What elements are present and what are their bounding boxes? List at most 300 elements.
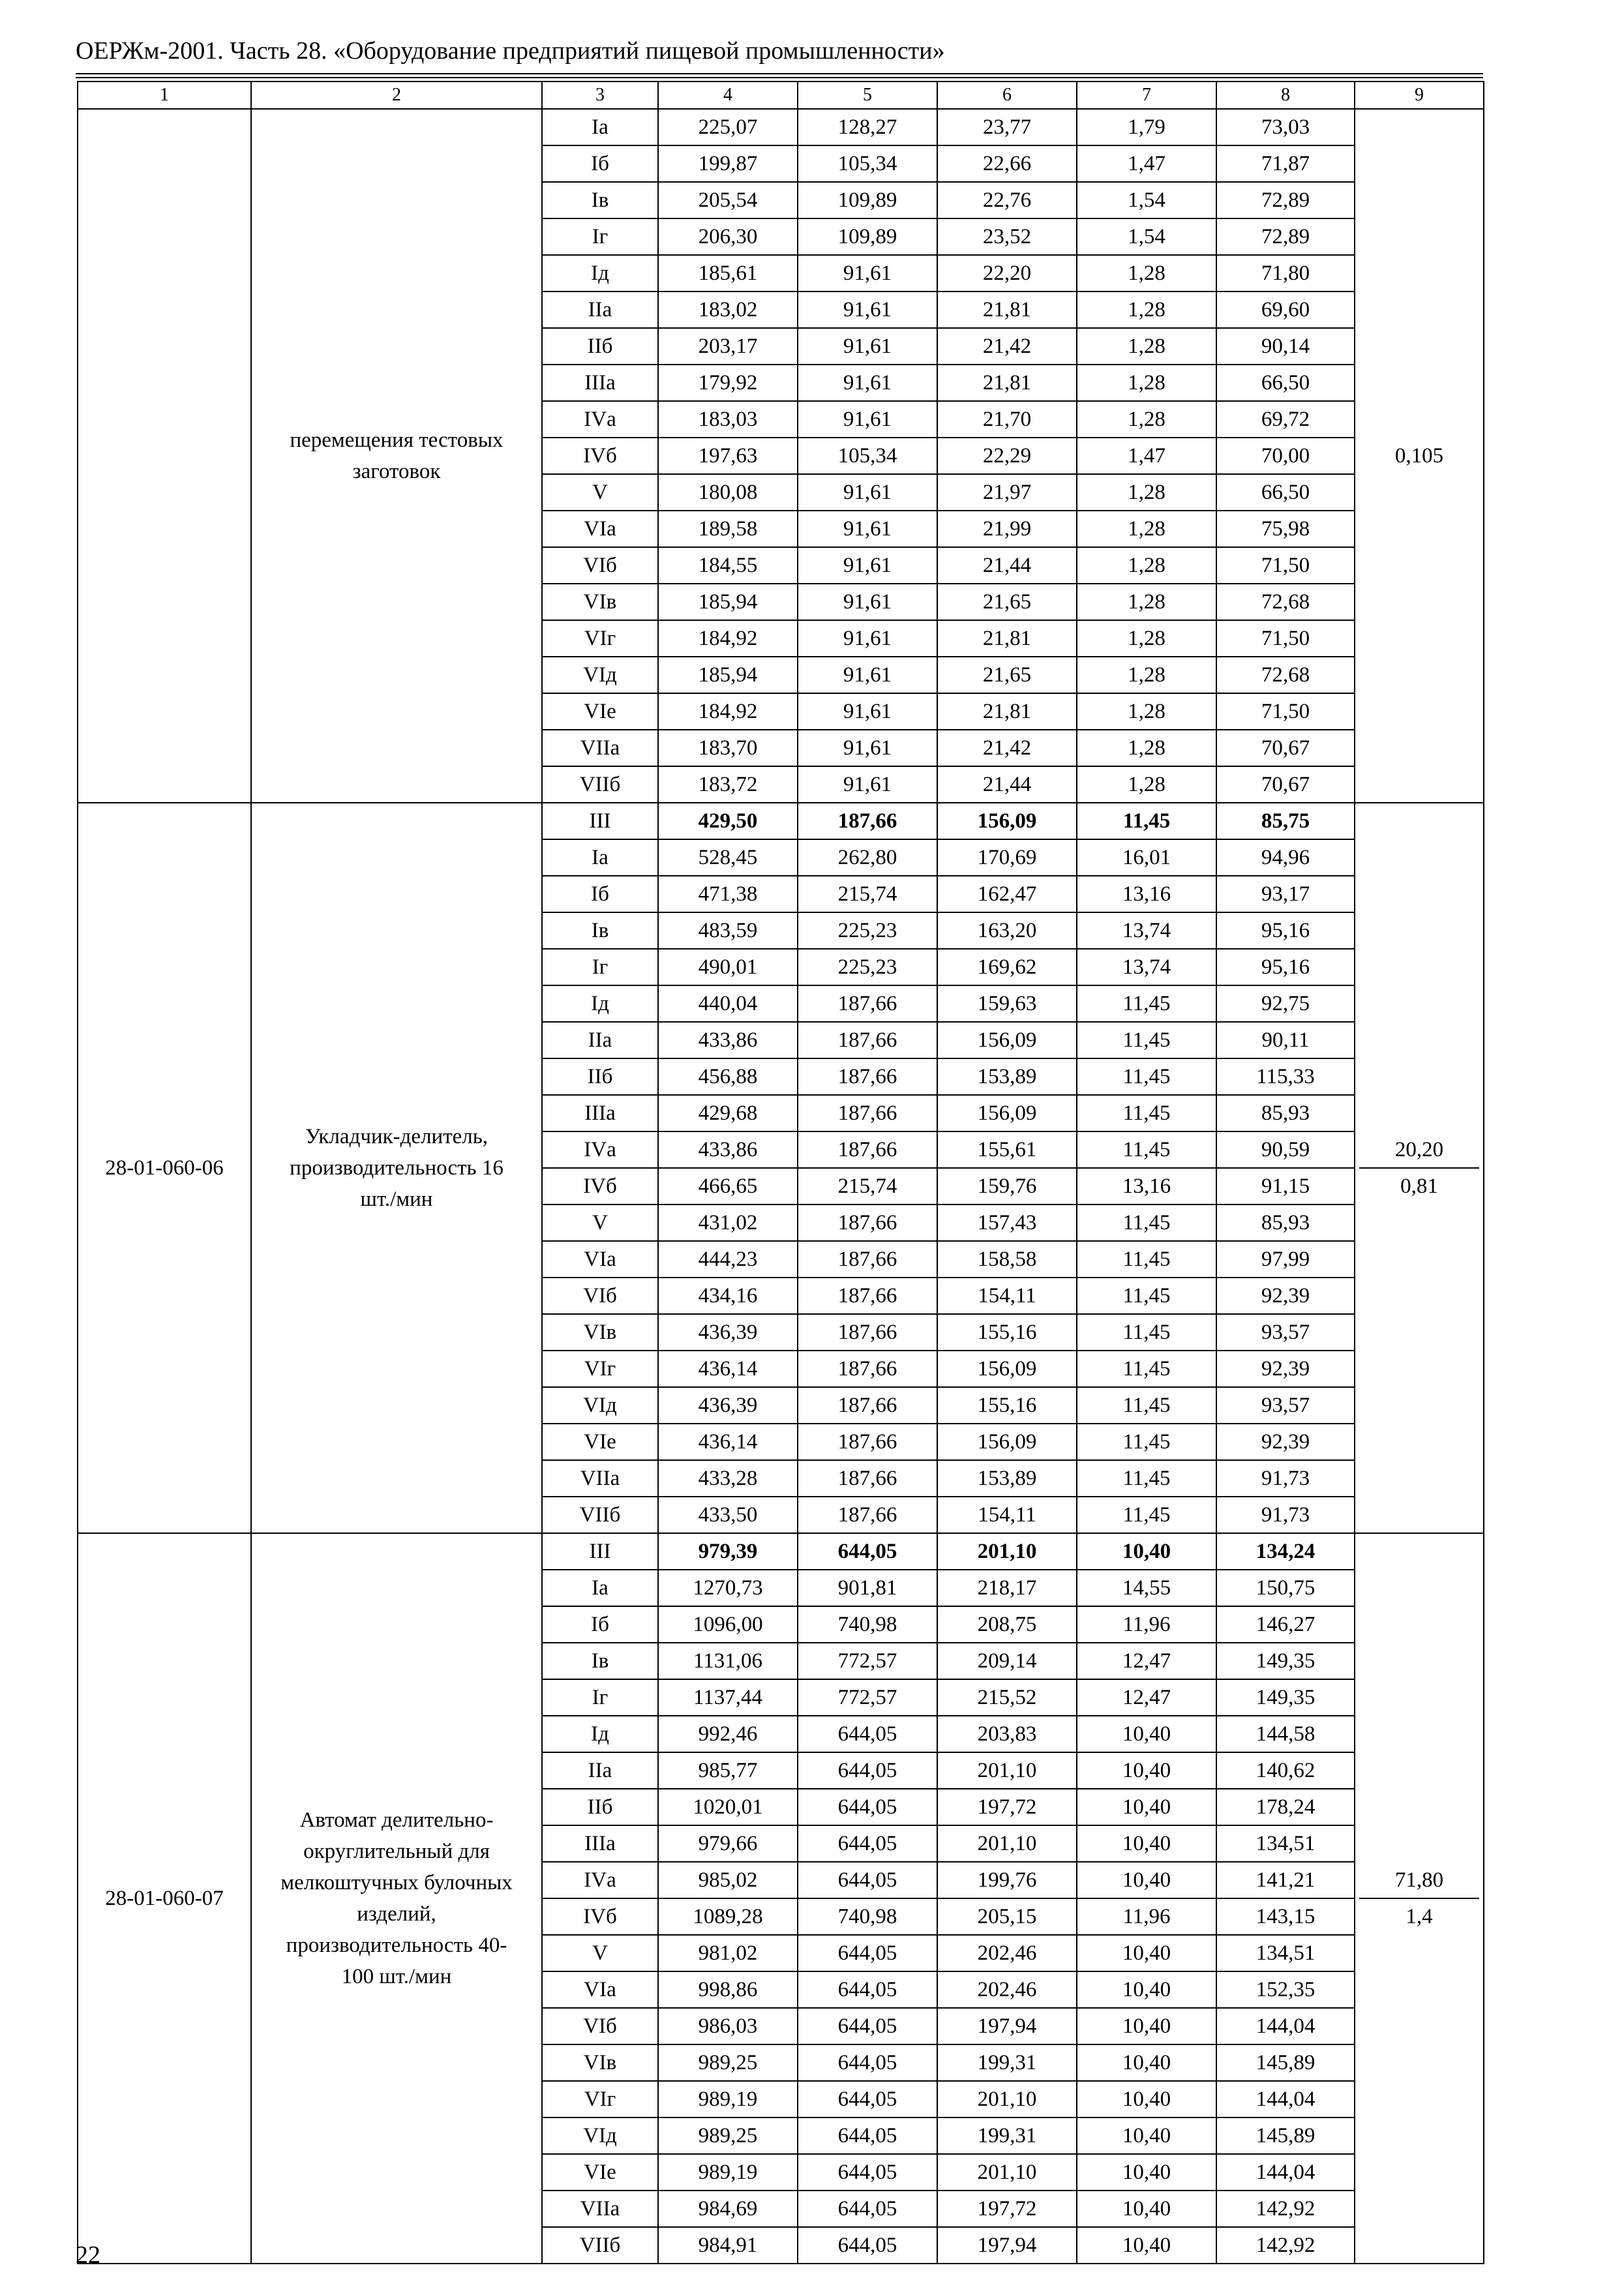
value-cell: 981,02 <box>658 1935 798 1971</box>
value-cell: 145,89 <box>1216 2117 1355 2154</box>
value-cell: 21,70 <box>937 401 1077 438</box>
value-cell: 1,28 <box>1077 620 1216 657</box>
zone-cell: VIб <box>542 547 658 584</box>
value-cell: 156,09 <box>937 803 1077 839</box>
zone-cell: VIIа <box>542 2191 658 2227</box>
value-cell: 21,65 <box>937 657 1077 693</box>
value-cell: 109,89 <box>798 218 937 255</box>
value-cell: 91,73 <box>1216 1497 1355 1533</box>
table-row <box>78 1533 1484 1570</box>
value-cell: 90,11 <box>1216 1022 1355 1058</box>
value-cell: 91,61 <box>798 657 937 693</box>
value-cell: 71,50 <box>1216 547 1355 584</box>
value-cell: 11,45 <box>1077 1460 1216 1497</box>
zone-cell: VIб <box>542 1278 658 1314</box>
zone-cell: VIIб <box>542 2227 658 2264</box>
value-cell: 21,44 <box>937 547 1077 584</box>
value-cell: 14,55 <box>1077 1570 1216 1606</box>
zone-cell: Iа <box>542 109 658 145</box>
zone-cell: VIв <box>542 584 658 620</box>
value-cell: 431,02 <box>658 1204 798 1241</box>
value-cell: 66,50 <box>1216 365 1355 401</box>
value-cell: 21,65 <box>937 584 1077 620</box>
value-cell: 199,31 <box>937 2117 1077 2154</box>
value-cell: 201,10 <box>937 1825 1077 1862</box>
value-cell: 197,94 <box>937 2227 1077 2264</box>
value-cell: 436,14 <box>658 1424 798 1460</box>
value-cell: 180,08 <box>658 474 798 511</box>
value-cell: 92,75 <box>1216 985 1355 1022</box>
value-cell: 10,40 <box>1077 2154 1216 2191</box>
value-cell: 21,42 <box>937 730 1077 766</box>
value-cell: 1,28 <box>1077 328 1216 365</box>
value-cell: 644,05 <box>798 2154 937 2191</box>
value-cell: 644,05 <box>798 2044 937 2081</box>
value-cell: 185,61 <box>658 255 798 292</box>
value-cell: 979,66 <box>658 1825 798 1862</box>
value-cell: 185,94 <box>658 657 798 693</box>
value-cell: 146,27 <box>1216 1606 1355 1643</box>
value-cell: 466,65 <box>658 1168 798 1204</box>
value-cell: 91,61 <box>798 365 937 401</box>
value-cell: 644,05 <box>798 1752 937 1789</box>
zone-cell: VIд <box>542 1387 658 1424</box>
value-cell: 1096,00 <box>658 1606 798 1643</box>
item-name: Укладчик-делитель, производительность 16 шт./мин <box>251 803 542 1533</box>
zone-cell: Iб <box>542 876 658 912</box>
value-cell: 72,68 <box>1216 584 1355 620</box>
value-cell: 183,03 <box>658 401 798 438</box>
value-cell: 21,81 <box>937 292 1077 328</box>
value-cell: 184,92 <box>658 620 798 657</box>
value-cell: 155,16 <box>937 1314 1077 1351</box>
value-cell: 644,05 <box>798 2117 937 2154</box>
value-cell: 199,76 <box>937 1862 1077 1898</box>
value-cell: 140,62 <box>1216 1752 1355 1789</box>
value-cell: 985,02 <box>658 1862 798 1898</box>
item-name: перемещения тестовых заготовок <box>251 109 542 803</box>
value-cell: 989,25 <box>658 2117 798 2154</box>
value-cell: 433,86 <box>658 1131 798 1168</box>
value-cell: 1,28 <box>1077 730 1216 766</box>
value-cell: 644,05 <box>798 2227 937 2264</box>
value-cell: 70,67 <box>1216 766 1355 803</box>
value-cell: 199,87 <box>658 145 798 182</box>
zone-cell: V <box>542 1935 658 1971</box>
value-cell: 156,09 <box>937 1424 1077 1460</box>
zone-cell: IIIа <box>542 1825 658 1862</box>
value-cell: 183,72 <box>658 766 798 803</box>
zone-cell: VIIа <box>542 730 658 766</box>
value-cell: 901,81 <box>798 1570 937 1606</box>
value-cell: 1,28 <box>1077 657 1216 693</box>
value-cell: 187,66 <box>798 1204 937 1241</box>
value-cell: 10,40 <box>1077 1533 1216 1570</box>
value-cell: 91,61 <box>798 547 937 584</box>
value-cell: 66,50 <box>1216 474 1355 511</box>
value-cell: 10,40 <box>1077 1935 1216 1971</box>
value-cell: 772,57 <box>798 1643 937 1679</box>
header-rule <box>76 73 1483 74</box>
value-cell: 93,17 <box>1216 876 1355 912</box>
value-cell: 1,28 <box>1077 584 1216 620</box>
value-cell: 93,57 <box>1216 1387 1355 1424</box>
value-cell: 215,74 <box>798 1168 937 1204</box>
zone-cell: Iв <box>542 1643 658 1679</box>
zone-cell: VIIб <box>542 766 658 803</box>
value-cell: 1,28 <box>1077 474 1216 511</box>
value-cell: 142,92 <box>1216 2227 1355 2264</box>
value-cell: 179,92 <box>658 365 798 401</box>
value-cell: 989,25 <box>658 2044 798 2081</box>
column-number: 7 <box>1077 82 1216 109</box>
zone-cell: Iб <box>542 145 658 182</box>
value-cell: 490,01 <box>658 949 798 985</box>
value-cell: 1,28 <box>1077 766 1216 803</box>
value-cell: 979,39 <box>658 1533 798 1570</box>
value-cell: 95,16 <box>1216 949 1355 985</box>
value-cell: 10,40 <box>1077 2081 1216 2117</box>
item-code: 28-01-060-06 <box>78 803 251 1533</box>
value-cell: 1,28 <box>1077 511 1216 547</box>
value-cell: 145,89 <box>1216 2044 1355 2081</box>
value-cell: 187,66 <box>798 1460 937 1497</box>
value-cell: 72,89 <box>1216 218 1355 255</box>
value-cell: 187,66 <box>798 1424 937 1460</box>
column-number: 8 <box>1216 82 1355 109</box>
column-9-cell <box>1355 1533 1484 2264</box>
value-cell: 144,04 <box>1216 2081 1355 2117</box>
value-cell: 71,50 <box>1216 693 1355 730</box>
value-cell: 984,91 <box>658 2227 798 2264</box>
value-cell: 156,09 <box>937 1022 1077 1058</box>
value-cell: 144,04 <box>1216 2154 1355 2191</box>
value-cell: 10,40 <box>1077 2117 1216 2154</box>
value-cell: 69,72 <box>1216 401 1355 438</box>
value-cell: 85,93 <box>1216 1095 1355 1131</box>
value-cell: 11,45 <box>1077 1058 1216 1095</box>
value-cell: 154,11 <box>937 1497 1077 1533</box>
value-cell: 1089,28 <box>658 1898 798 1935</box>
value-cell: 105,34 <box>798 438 937 474</box>
zone-cell: Iа <box>542 839 658 876</box>
zone-cell: IVб <box>542 1898 658 1935</box>
column-number: 1 <box>78 82 251 109</box>
value-cell: 202,46 <box>937 1935 1077 1971</box>
value-cell: 1,28 <box>1077 365 1216 401</box>
value-cell: 444,23 <box>658 1241 798 1278</box>
value-cell: 115,33 <box>1216 1058 1355 1095</box>
value-cell: 215,74 <box>798 876 937 912</box>
header-rule <box>76 77 1483 78</box>
value-cell: 12,47 <box>1077 1643 1216 1679</box>
zone-cell: Iд <box>542 985 658 1022</box>
value-cell: 11,45 <box>1077 1278 1216 1314</box>
value-cell: 1131,06 <box>658 1643 798 1679</box>
value-cell: 1270,73 <box>658 1570 798 1606</box>
column-number: 3 <box>542 82 658 109</box>
value-cell: 153,89 <box>937 1460 1077 1497</box>
value-cell: 21,99 <box>937 511 1077 547</box>
value-cell: 436,39 <box>658 1314 798 1351</box>
value-cell: 187,66 <box>798 1095 937 1131</box>
value-cell: 183,02 <box>658 292 798 328</box>
value-cell: 644,05 <box>798 2008 937 2044</box>
value-cell: 95,16 <box>1216 912 1355 949</box>
value-cell: 262,80 <box>798 839 937 876</box>
value-cell: 22,66 <box>937 145 1077 182</box>
zone-cell: VIг <box>542 620 658 657</box>
zone-cell: VIа <box>542 511 658 547</box>
value-cell: 94,96 <box>1216 839 1355 876</box>
value-cell: 199,31 <box>937 2044 1077 2081</box>
value-cell: 134,51 <box>1216 1825 1355 1862</box>
value-cell: 201,10 <box>937 2154 1077 2191</box>
column-number-row <box>78 82 1484 109</box>
value-cell: 187,66 <box>798 1058 937 1095</box>
value-cell: 75,98 <box>1216 511 1355 547</box>
value-cell: 471,38 <box>658 876 798 912</box>
value-cell: 772,57 <box>798 1679 937 1716</box>
value-cell: 70,00 <box>1216 438 1355 474</box>
value-cell: 187,66 <box>798 1241 937 1278</box>
zone-cell: V <box>542 474 658 511</box>
value-cell: 644,05 <box>798 2081 937 2117</box>
value-cell: 71,87 <box>1216 145 1355 182</box>
value-cell: 159,76 <box>937 1168 1077 1204</box>
value-cell: 197,72 <box>937 1789 1077 1825</box>
zone-cell: VIа <box>542 1241 658 1278</box>
value-cell: 202,46 <box>937 1971 1077 2008</box>
value-cell: 91,61 <box>798 474 937 511</box>
value-cell: 644,05 <box>798 1716 937 1752</box>
value-cell: 141,21 <box>1216 1862 1355 1898</box>
value-cell: 150,75 <box>1216 1570 1355 1606</box>
page-number: 22 <box>76 2241 100 2269</box>
zone-cell: VIе <box>542 693 658 730</box>
zone-cell: VIг <box>542 2081 658 2117</box>
value-cell: 90,59 <box>1216 1131 1355 1168</box>
value-cell: 218,17 <box>937 1570 1077 1606</box>
value-cell: 11,45 <box>1077 1204 1216 1241</box>
value-cell: 93,57 <box>1216 1314 1355 1351</box>
value-cell: 1,28 <box>1077 401 1216 438</box>
value-cell: 187,66 <box>798 1351 937 1387</box>
value-cell: 21,81 <box>937 365 1077 401</box>
value-cell: 1,47 <box>1077 438 1216 474</box>
value-cell: 154,11 <box>937 1278 1077 1314</box>
column-9-value: 20,20 <box>1359 1132 1479 1169</box>
value-cell: 11,45 <box>1077 985 1216 1022</box>
value-cell: 91,61 <box>798 620 937 657</box>
value-cell: 92,39 <box>1216 1351 1355 1387</box>
value-cell: 159,63 <box>937 985 1077 1022</box>
zone-cell: VIе <box>542 2154 658 2191</box>
value-cell: 12,47 <box>1077 1679 1216 1716</box>
value-cell: 91,73 <box>1216 1460 1355 1497</box>
value-cell: 436,39 <box>658 1387 798 1424</box>
zone-cell: IIа <box>542 292 658 328</box>
zone-cell: III <box>542 1533 658 1570</box>
value-cell: 1020,01 <box>658 1789 798 1825</box>
value-cell: 644,05 <box>798 1971 937 2008</box>
value-cell: 10,40 <box>1077 1716 1216 1752</box>
value-cell: 1,28 <box>1077 255 1216 292</box>
value-cell: 143,15 <box>1216 1898 1355 1935</box>
value-cell: 155,16 <box>937 1387 1077 1424</box>
value-cell: 11,45 <box>1077 803 1216 839</box>
column-number: 4 <box>658 82 798 109</box>
value-cell: 156,09 <box>937 1351 1077 1387</box>
value-cell: 16,01 <box>1077 839 1216 876</box>
value-cell: 225,23 <box>798 949 937 985</box>
value-cell: 433,86 <box>658 1022 798 1058</box>
zone-cell: IVб <box>542 438 658 474</box>
rates-table <box>77 81 1484 2264</box>
value-cell: 142,92 <box>1216 2191 1355 2227</box>
value-cell: 11,45 <box>1077 1314 1216 1351</box>
value-cell: 10,40 <box>1077 1789 1216 1825</box>
zone-cell: VIIб <box>542 1497 658 1533</box>
value-cell: 13,74 <box>1077 912 1216 949</box>
value-cell: 91,61 <box>798 328 937 365</box>
value-cell: 187,66 <box>798 1022 937 1058</box>
value-cell: 986,03 <box>658 2008 798 2044</box>
value-cell: 11,45 <box>1077 1131 1216 1168</box>
item-name: Автомат делительно- округлительный для мелкоштучных булочных изделий, производительность 40- 100 шт./мин <box>251 1533 542 2264</box>
zone-cell: IIб <box>542 328 658 365</box>
value-cell: 740,98 <box>798 1606 937 1643</box>
value-cell: 429,50 <box>658 803 798 839</box>
value-cell: 149,35 <box>1216 1643 1355 1679</box>
zone-cell: Iд <box>542 255 658 292</box>
zone-cell: VIг <box>542 1351 658 1387</box>
value-cell: 134,51 <box>1216 1935 1355 1971</box>
value-cell: 1,54 <box>1077 218 1216 255</box>
value-cell: 205,15 <box>937 1898 1077 1935</box>
value-cell: 144,58 <box>1216 1716 1355 1752</box>
column-9-value: 71,80 <box>1359 1863 1479 1899</box>
value-cell: 85,75 <box>1216 803 1355 839</box>
value-cell: 11,45 <box>1077 1424 1216 1460</box>
zone-cell: IVб <box>542 1168 658 1204</box>
value-cell: 197,63 <box>658 438 798 474</box>
value-cell: 201,10 <box>937 1752 1077 1789</box>
column-9-value: 1,4 <box>1406 1905 1433 1928</box>
value-cell: 644,05 <box>798 1935 937 1971</box>
value-cell: 10,40 <box>1077 1825 1216 1862</box>
value-cell: 1,47 <box>1077 145 1216 182</box>
value-cell: 1,54 <box>1077 182 1216 218</box>
value-cell: 21,97 <box>937 474 1077 511</box>
value-cell: 187,66 <box>798 1278 937 1314</box>
value-cell: 23,52 <box>937 218 1077 255</box>
column-9-value: 0,81 <box>1400 1174 1438 1198</box>
value-cell: 225,07 <box>658 109 798 145</box>
value-cell: 644,05 <box>798 2191 937 2227</box>
value-cell: 11,45 <box>1077 1351 1216 1387</box>
value-cell: 440,04 <box>658 985 798 1022</box>
value-cell: 215,52 <box>937 1679 1077 1716</box>
value-cell: 225,23 <box>798 912 937 949</box>
value-cell: 208,75 <box>937 1606 1077 1643</box>
value-cell: 11,45 <box>1077 1497 1216 1533</box>
zone-cell: Iб <box>542 1606 658 1643</box>
value-cell: 69,60 <box>1216 292 1355 328</box>
page-header-title: ОЕРЖм-2001. Часть 28. «Оборудование предприятий пищевой промышленности» <box>76 37 945 65</box>
value-cell: 187,66 <box>798 1387 937 1424</box>
value-cell: 144,04 <box>1216 2008 1355 2044</box>
value-cell: 72,89 <box>1216 182 1355 218</box>
value-cell: 149,35 <box>1216 1679 1355 1716</box>
value-cell: 483,59 <box>658 912 798 949</box>
zone-cell: Iг <box>542 1679 658 1716</box>
value-cell: 155,61 <box>937 1131 1077 1168</box>
value-cell: 134,24 <box>1216 1533 1355 1570</box>
value-cell: 22,29 <box>937 438 1077 474</box>
value-cell: 740,98 <box>798 1898 937 1935</box>
value-cell: 91,61 <box>798 693 937 730</box>
value-cell: 11,96 <box>1077 1606 1216 1643</box>
item-code: 28-01-060-07 <box>78 1533 251 2264</box>
value-cell: 187,66 <box>798 985 937 1022</box>
value-cell: 91,61 <box>798 255 937 292</box>
value-cell: 21,81 <box>937 693 1077 730</box>
column-9-value: 0,105 <box>1394 444 1444 468</box>
table-row <box>78 803 1484 839</box>
value-cell: 185,94 <box>658 584 798 620</box>
value-cell: 153,89 <box>937 1058 1077 1095</box>
zone-cell: IIIа <box>542 1095 658 1131</box>
value-cell: 203,83 <box>937 1716 1077 1752</box>
table-row <box>78 109 1484 145</box>
value-cell: 21,42 <box>937 328 1077 365</box>
value-cell: 1,28 <box>1077 693 1216 730</box>
zone-cell: Iа <box>542 1570 658 1606</box>
value-cell: 23,77 <box>937 109 1077 145</box>
zone-cell: V <box>542 1204 658 1241</box>
value-cell: 433,28 <box>658 1460 798 1497</box>
value-cell: 91,61 <box>798 292 937 328</box>
value-cell: 436,14 <box>658 1351 798 1387</box>
value-cell: 10,40 <box>1077 2227 1216 2264</box>
value-cell: 209,14 <box>937 1643 1077 1679</box>
value-cell: 11,96 <box>1077 1898 1216 1935</box>
value-cell: 72,68 <box>1216 657 1355 693</box>
zone-cell: Iв <box>542 912 658 949</box>
zone-cell: Iг <box>542 949 658 985</box>
value-cell: 128,27 <box>798 109 937 145</box>
zone-cell: IVа <box>542 401 658 438</box>
value-cell: 184,92 <box>658 693 798 730</box>
zone-cell: VIб <box>542 2008 658 2044</box>
value-cell: 71,50 <box>1216 620 1355 657</box>
value-cell: 189,58 <box>658 511 798 547</box>
value-cell: 644,05 <box>798 1789 937 1825</box>
zone-cell: IVа <box>542 1131 658 1168</box>
value-cell: 92,39 <box>1216 1278 1355 1314</box>
zone-cell: Iг <box>542 218 658 255</box>
value-cell: 201,10 <box>937 1533 1077 1570</box>
value-cell: 203,17 <box>658 328 798 365</box>
zone-cell: Iд <box>542 1716 658 1752</box>
value-cell: 187,66 <box>798 1131 937 1168</box>
value-cell: 11,45 <box>1077 1095 1216 1131</box>
column-9-cell <box>1355 803 1484 1533</box>
zone-cell: VIд <box>542 657 658 693</box>
value-cell: 187,66 <box>798 1497 937 1533</box>
value-cell: 10,40 <box>1077 1752 1216 1789</box>
